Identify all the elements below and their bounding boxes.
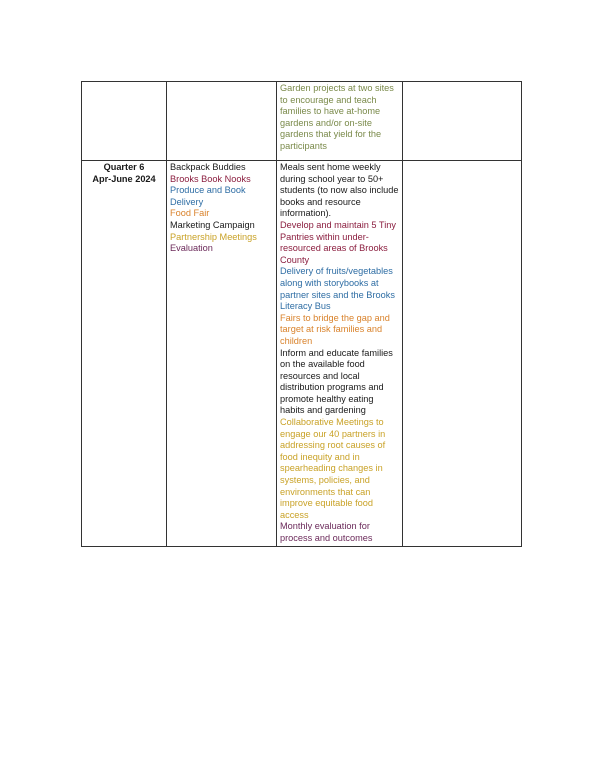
table-cell-empty	[403, 161, 522, 547]
program-plan-table	[81, 81, 522, 547]
activity-item: Produce and Book Delivery	[170, 185, 246, 207]
table-cell-activity-empty	[167, 82, 277, 161]
quarter-cell	[82, 161, 167, 547]
activity-item: Marketing Campaign	[170, 219, 255, 230]
description-item: Inform and educate families on the available food resources and local distribution programs and promote healthy eating habits and gardening	[280, 347, 393, 416]
description-item: Fairs to bridge the gap and target at risk families and children	[280, 312, 390, 346]
table-row	[82, 161, 522, 547]
description-item: Delivery of fruits/vegetables along with storybooks at partner sites and the Brooks Literacy Bus	[280, 266, 395, 312]
activities-cell	[167, 161, 277, 547]
garden-projects-description: Garden projects at two sites to encourage and teach families to have at-home gardens and/or on-site gardens that yield for the participants	[277, 82, 403, 161]
description-item: Collaborative Meetings to engage our 40 partners in addressing root causes of food inequity and in spearheading changes in systems, policies, and environments that can improve equitable food access	[280, 417, 386, 520]
quarter-label: Quarter 6	[103, 162, 145, 172]
description-item: Develop and maintain 5 Tiny Pantries within under-resourced areas of Brooks County	[280, 219, 396, 265]
activity-item: Partnership Meetings	[170, 231, 257, 242]
descriptions-cell	[277, 161, 403, 547]
description-item: Meals sent home weekly during school year to 50+ students (to now also include books and resource information).	[280, 162, 399, 219]
table-row	[82, 82, 522, 161]
activity-item: Food Fair	[170, 208, 210, 219]
activity-item: Backpack Buddies	[170, 162, 246, 172]
table-cell-quarter-empty	[82, 82, 167, 161]
activity-item: Evaluation	[170, 243, 213, 254]
quarter-period: Apr-June 2024	[92, 173, 156, 184]
activity-item: Brooks Book Nooks	[170, 173, 251, 184]
table-cell-empty	[403, 82, 522, 161]
description-item: Monthly evaluation for process and outcomes	[280, 521, 373, 543]
